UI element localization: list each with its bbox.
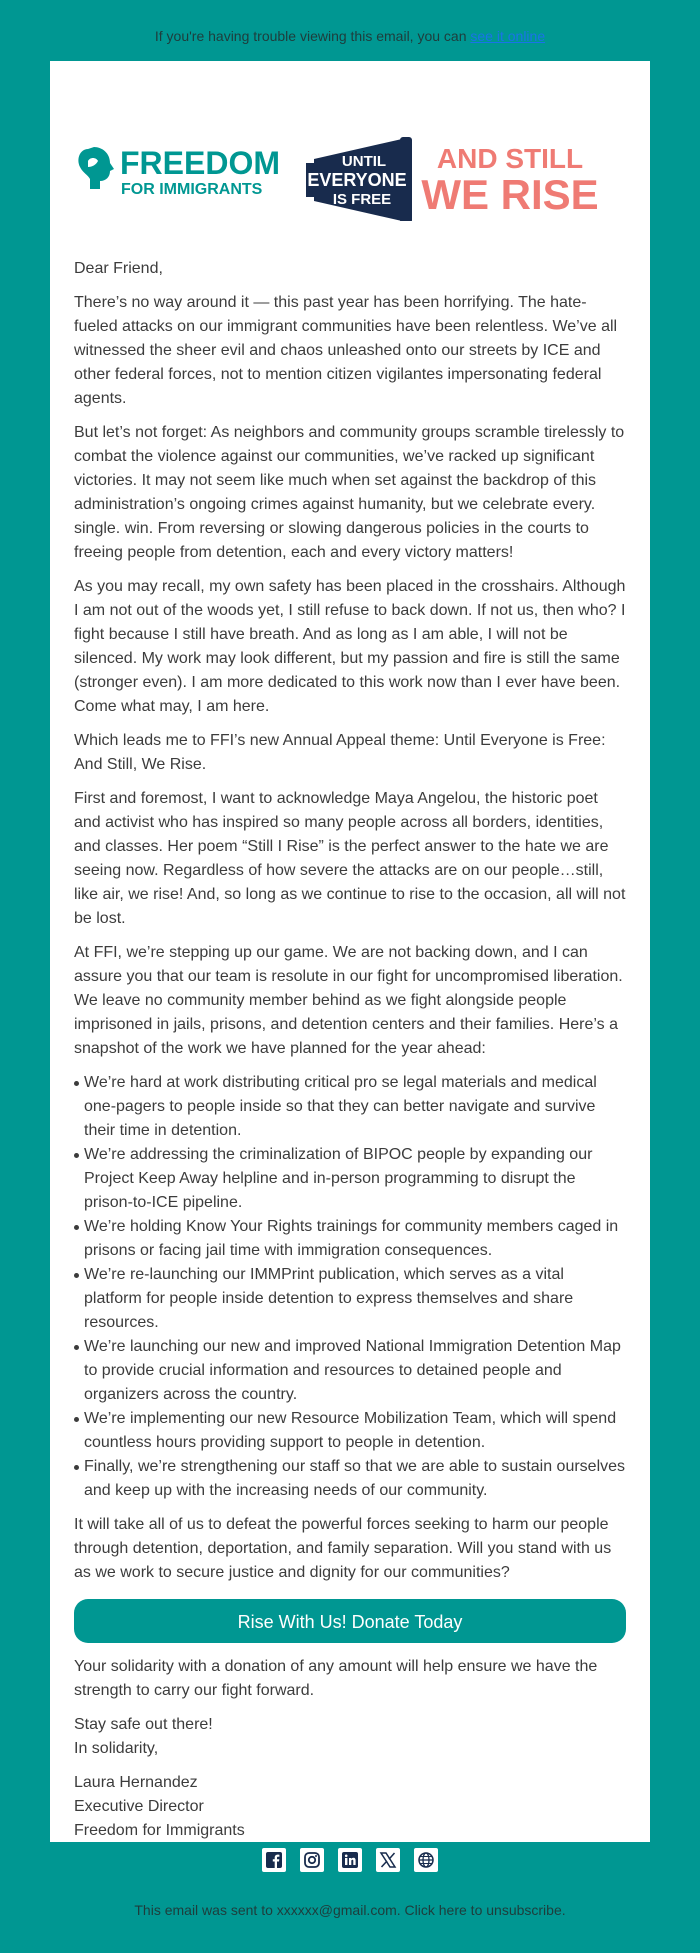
list-item: We’re implementing our new Resource Mobilization Team, which will spend countless hours providing support to people in detention. — [84, 1407, 626, 1455]
we-rise-text: WE RISE — [421, 171, 599, 218]
paragraph-2: But let’s not forget: As neighbors and community groups scramble tirelessly to combat the violence against our communities, we’ve racked up significant victories. It may not seem like much when set against the backdrop of this administration’s ongoing crimes against humanity, but we celebrate every. single. win. From reversing or slowing dangerous policies in the courts to freeing people from detention, each and every victory matters! — [74, 424, 625, 561]
preheader-text: If you're having trouble viewing this email, you can — [154, 28, 467, 44]
list-item: Finally, we’re strengthening our staff so that we are able to sustain ourselves and keep up with the increasing needs of our community. — [84, 1455, 626, 1503]
plans-list — [74, 1071, 626, 1503]
paragraph-3: As you may recall, my own safety has been placed in the crosshairs. Although I am not out of the woods yet, I still refuse to back down. If not us, then who? I fight because I still have breath. And as long as I am able, I will not be silenced. My work may look different, but my passion and fire is still the same (stronger even). I am more dedicated to this work now than I ever have been. Come what may, I am here. — [74, 578, 626, 715]
list-item: We’re launching our new and improved National Immigration Detention Map to provide crucial information and resources to detained people and organizers across the country. — [84, 1335, 626, 1407]
facebook-icon — [265, 1851, 283, 1869]
globe-icon — [417, 1851, 435, 1869]
x-icon — [379, 1851, 397, 1869]
closing-line-1: Stay safe out there! — [74, 1716, 213, 1733]
email-body — [74, 257, 626, 1853]
list-item: We’re hard at work distributing critical pro se legal materials and medical one-pagers to people inside so that they can better navigate and survive their time in detention. — [84, 1071, 626, 1143]
header-logos — [74, 111, 626, 221]
logo-for-immigrants-text: FOR IMMIGRANTS — [121, 181, 263, 198]
social-links — [0, 1848, 700, 1878]
email-card — [50, 61, 650, 1842]
facebook-link[interactable] — [262, 1848, 286, 1872]
paragraph-6: At FFI, we’re stepping up our game. We are not backing down, and I can assure you that our team is resolute in our fight for uncompromised liberation. We leave no community member behind as we fight alongside people imprisoned in jails, prisons, and detention centers and their families. Here’s a snapshot of the work we have planned for the year ahead: — [74, 944, 623, 1057]
signature-title: Executive Director — [74, 1798, 204, 1815]
closing-line-2: In solidarity, — [74, 1740, 159, 1757]
and-still-text: AND STILL — [436, 143, 584, 174]
list-item: We’re addressing the criminalization of BIPOC people by expanding our Project Keep Away helpline and in-person programming to disrupt the prison-to-ICE pipeline. — [84, 1143, 626, 1215]
preheader — [0, 0, 700, 44]
instagram-icon — [303, 1851, 321, 1869]
paragraph-8: Your solidarity with a donation of any amount will help ensure we have the strength to carry our fight forward. — [74, 1658, 598, 1699]
paragraph-1: There’s no way around it — this past year has been horrifying. The hate-fueled attacks on our immigrant communities have been relentless. We’ve all witnessed the sheer evil and chaos unleashed onto our streets by ICE and other federal forces, not to mention citizen vigilantes impersonating federal agents. — [74, 294, 618, 407]
view-online-link[interactable]: see it online — [470, 28, 546, 44]
x-twitter-link[interactable] — [376, 1848, 400, 1872]
linkedin-icon — [341, 1851, 359, 1869]
greeting: Dear Friend, — [74, 260, 163, 277]
donate-button[interactable]: Rise With Us! Donate Today — [74, 1599, 626, 1643]
megaphone-until-text: UNTIL — [341, 153, 387, 170]
paragraph-4: Which leads me to FFI’s new Annual Appeal theme: Until Everyone is Free: And Still, We Rise. — [74, 732, 606, 773]
linkedin-link[interactable] — [338, 1848, 362, 1872]
logo-freedom-text: FREEDOM — [120, 145, 280, 181]
paragraph-5: First and foremost, I want to acknowledge Maya Angelou, the historic poet and activist who has inspired so many people across all borders, identities, and classes. Her poem “Still I Rise” is the perfect answer to the hate we are seeing now. Regardless of how severe the attacks are on our people…still, like air, we rise! And, so long as we continue to rise to the occasion, all will not be lost. — [74, 790, 626, 927]
website-link[interactable] — [414, 1848, 438, 1872]
list-item: We’re re-launching our IMMPrint publication, which serves as a vital platform for people inside detention to express themselves and share resources. — [84, 1263, 626, 1335]
paragraph-7: It will take all of us to defeat the powerful forces seeking to harm our people through detention, deportation, and family separation. Will you stand with us as we work to secure justice and dignity for our communities? — [74, 1516, 612, 1581]
footer-unsubscribe[interactable]: This email was sent to xxxxxx@gmail.com. Click here to unsubscribe. — [134, 1902, 566, 1918]
list-item: We’re holding Know Your Rights trainings for community members caged in prisons or facing jail time with immigration consequences. — [84, 1215, 626, 1263]
megaphone-isfree-text: IS FREE — [332, 191, 392, 208]
megaphone-everyone-text: EVERYONE — [307, 170, 407, 190]
signature-name: Laura Hernandez — [74, 1774, 198, 1791]
signature — [74, 1771, 626, 1843]
ffi-head-icon — [78, 147, 114, 189]
header-banner — [74, 111, 626, 221]
closing — [74, 1713, 626, 1761]
instagram-link[interactable] — [300, 1848, 324, 1872]
signature-org: Freedom for Immigrants — [74, 1822, 245, 1839]
